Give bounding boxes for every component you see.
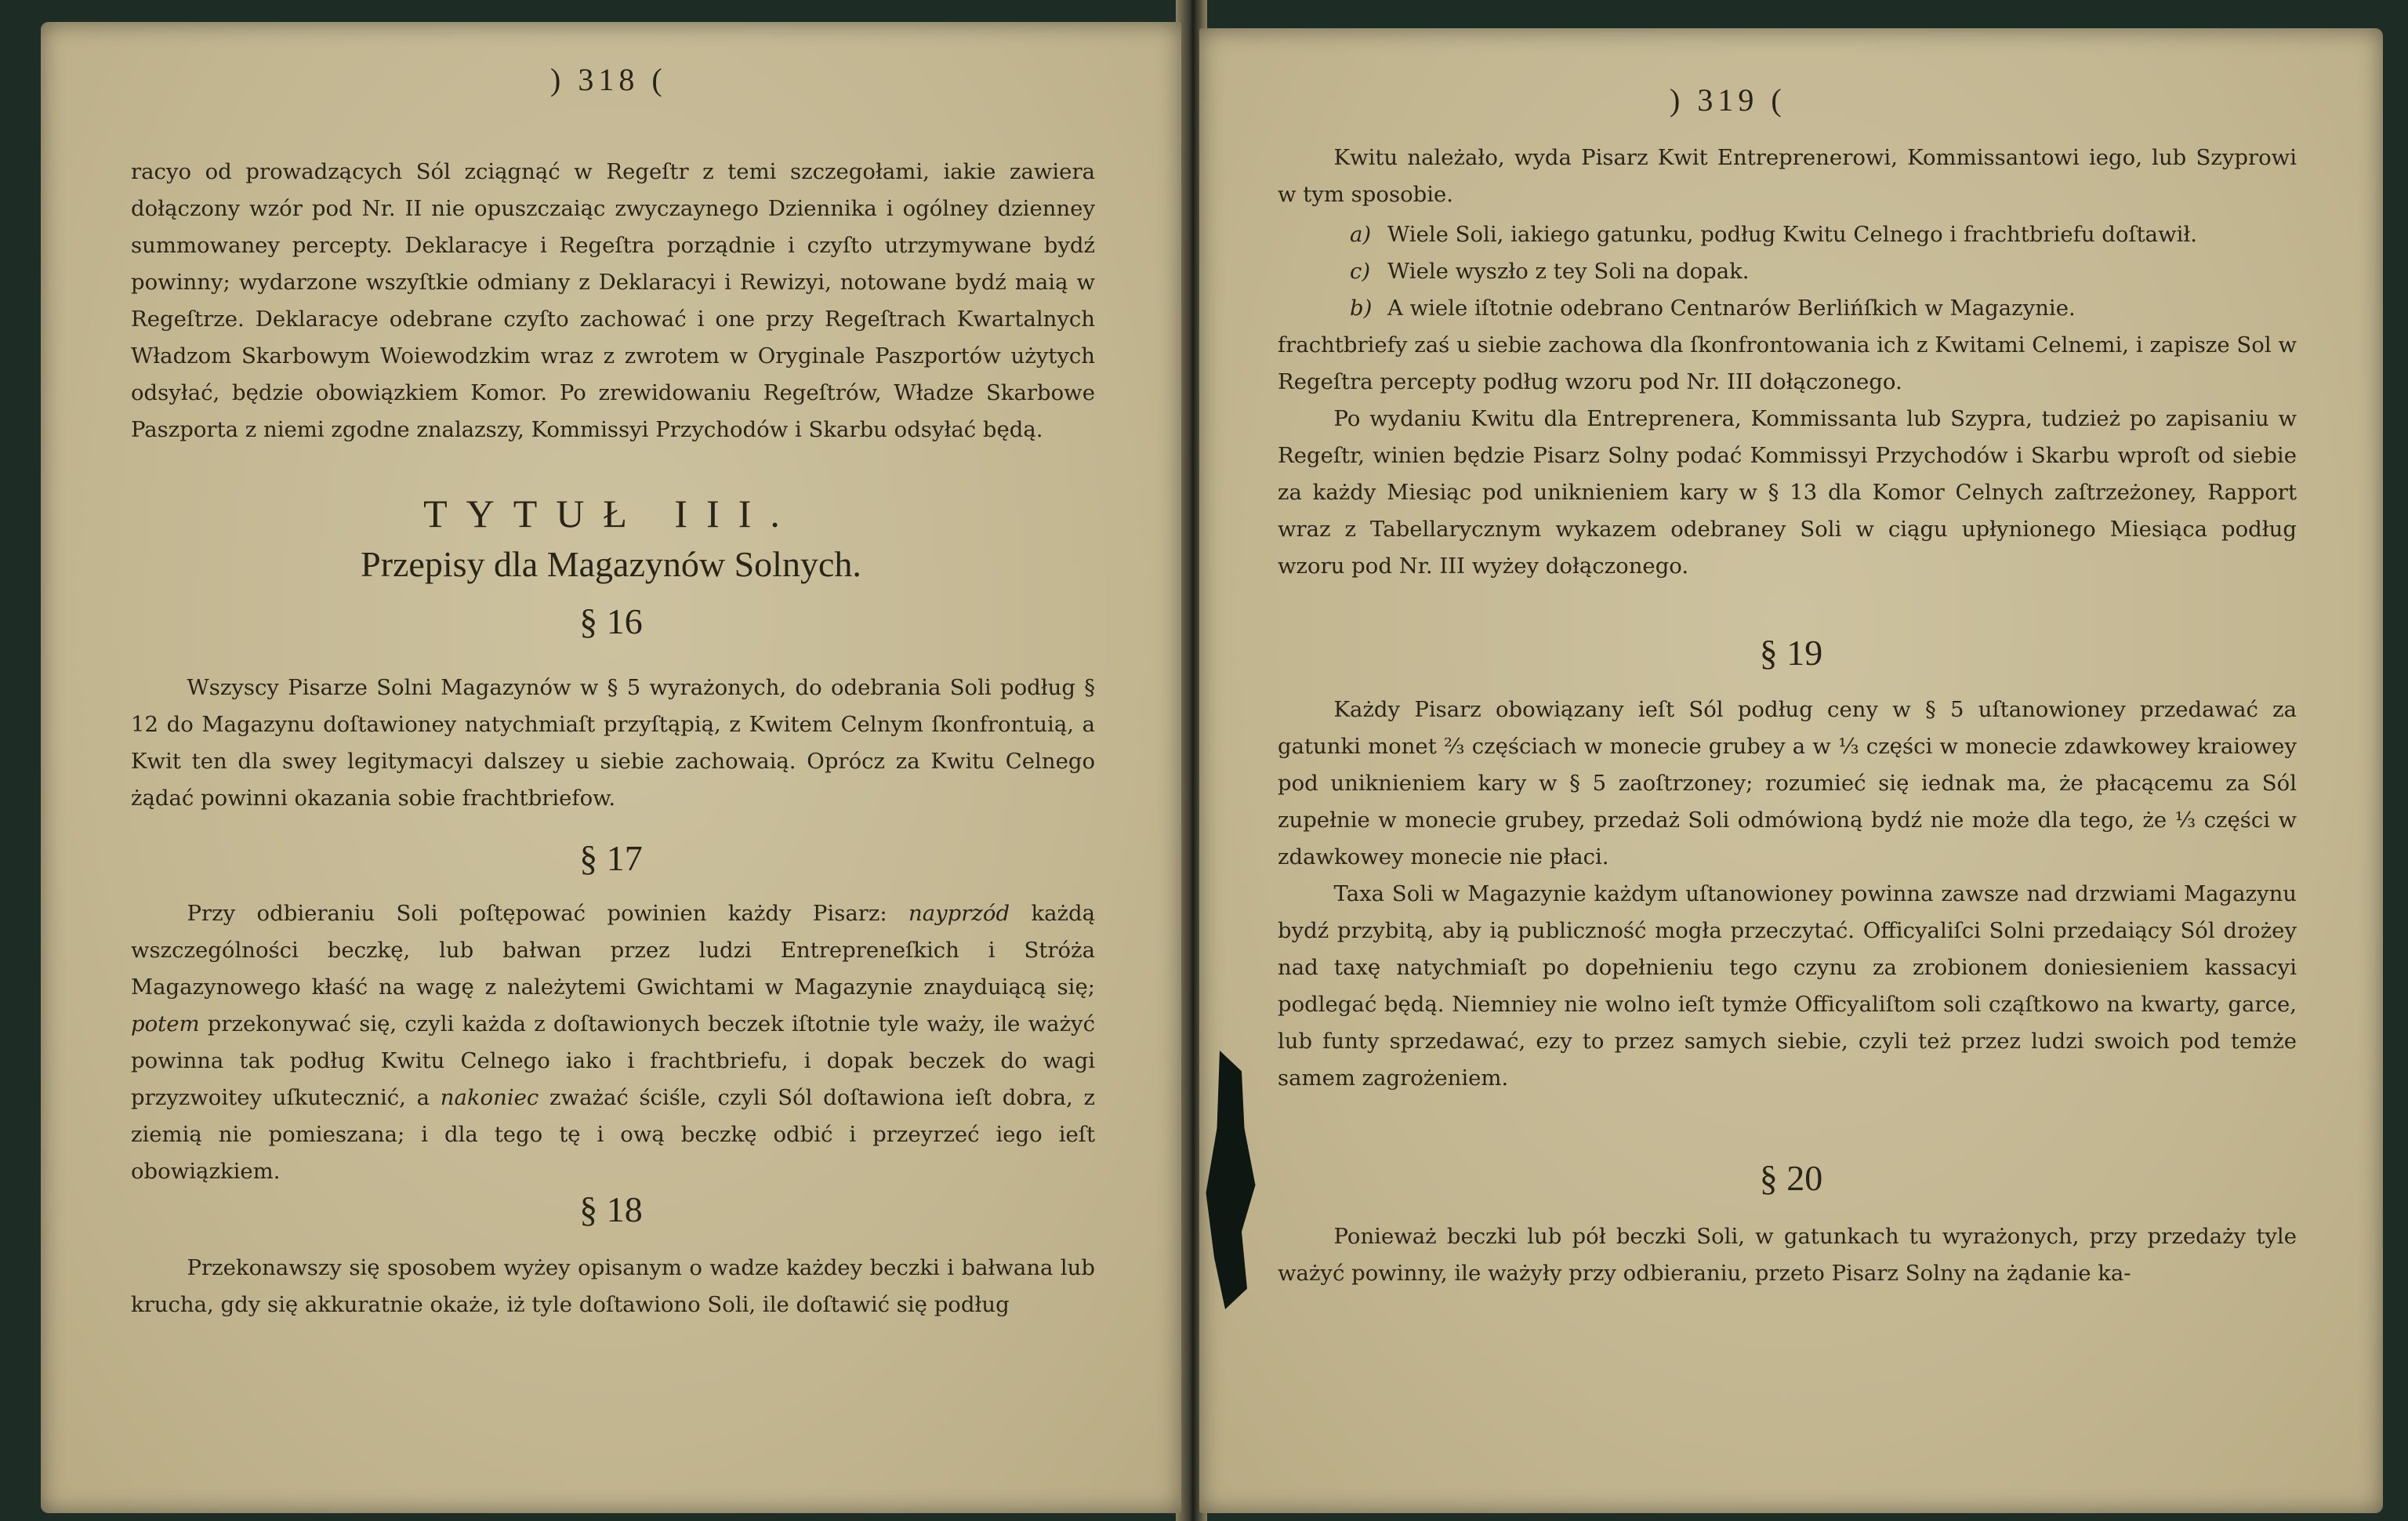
list-marker: b): [1350, 296, 1373, 321]
title-subtitle: Przepisy dla Magazynów Solnych.: [361, 544, 861, 584]
section-20-body: [1278, 1218, 2297, 1292]
intro-paragraph-left: [131, 154, 1095, 448]
list-item-text: A wiele iſtotnie odebrano Centnarów Berlińſkich w Magazynie.: [1387, 296, 2076, 321]
list-item: [1340, 290, 2297, 327]
intro-text: racyo od prowadzących Sól zciągnąć w Regeſtr z temi szczegołami, iakie zawiera dołączony wzór pod Nr. II nie opuszczaiąc zwyczaynego Dziennika i ogólney dzienney summowaney percepty. Deklaracye i Regeſtra porządnie i czyſto utrzymywane bydź powinny; wydarzone wszyſtkie odmiany z Deklaracyi i Rewizyi, notowane bydź maią w Regeſtrze. Deklaracye odebrane czyſto zachować i one przy Regeſtrach Kwartalnych Władzom Skarbowym Woiewodzkim wraz z zwrotem w Oryginale Paszportów użytych odsyłać, będzie obowiązkiem Komor. Po zrewidowaniu Regeſtrów, Władze Skarbowe Paszporta z niemi zgodne znalazszy, Kommissyi Przychodów i Skarbu odsyłać będą.: [131, 159, 1095, 442]
section-17-body: [131, 895, 1095, 1190]
section-18-body: [131, 1250, 1095, 1323]
section-17-text: [131, 895, 1095, 1190]
right-intro-text: Kwitu należało, wyda Pisarz Kwit Entreprenerowi, Kommissantowi iego, lub Szyprowi w tym sposobie.: [1278, 145, 2297, 207]
receipt-items-list: [1340, 216, 2297, 327]
section-16-text: Wszyscy Pisarze Solni Magazynów w § 5 wyrażonych, do odebrania Soli podług § 12 do Magazynu doſtawioney natychmiaſt przyſtąpią, z Kwitem Celnym ſkonfrontuią, a Kwit ten dla swey legitymacyi dalszey u siebie zachowaią. Oprócz za Kwitu Celnego żądać powinni okazania sobie frachtbriefow.: [131, 675, 1095, 811]
s17-emph-b: potem: [131, 1011, 200, 1036]
section-19-text: Każdy Pisarz obowiązany ieſt Sól podług ceny w § 5 uſtanowioney przedawać za gatunki monet ⅔ częściach w monecie grubey a w ⅓ części w monecie zdawkowey kraiowey pod uniknieniem kary w § 5 zaoſtrzoney; rozumieć się iednak ma, że płacącemu za Sól zupełnie w monecie grubey, przedaż Soli odmówioną bydź nie może dla tego, że ⅓ części w zdawkowey monecie nie płaci.: [1278, 697, 2297, 869]
section-18-text: Przekonawszy się sposobem wyżey opisanym o wadze każdey beczki i bałwana lub krucha, gdy się akkuratnie okaże, iż tyle doſtawiono Soli, ile doſtawić się podług: [131, 1255, 1095, 1317]
right-text-block: [1278, 140, 2297, 585]
section-18-heading: § 18: [579, 1189, 643, 1229]
section-16-heading: § 16: [579, 601, 643, 641]
frachtbriefy-text: frachtbriefy zaś u siebie zachowa dla ſkonfrontowania ich z Kwitami Celnemi, i zapisze Sol w Regeſtra percepty podług wzoru pod Nr. III dołączonego.: [1278, 332, 2297, 394]
s17-part-d: zważać ściśle, czyli Sól doſtawiona ieſt dobra, z ziemią nie pomieszana; i dla tego tę i ową beczkę odbić i przeyrzeć iego ieſt obowiązkiem.: [131, 1085, 1096, 1184]
title-heading: TYTUŁ III.: [423, 492, 799, 535]
list-item: [1340, 253, 2297, 290]
taxa-text: Taxa Soli w Magazynie każdym uſtanowioney powinna zawsze nad drzwiami Magazynu bydź przybitą, aby ią publiczność mogła przeczytać. Officyaliſci Solni przedaiący Sól drożey nad taxę natychmiaſt po dopełnieniu tego czynu za zrobionem doniesieniem kassacyi podlegać będą. Niemniey nie wolno ieſt tymże Officyaliſtom soli cząſtkowo na kwarty, garce, lub funty sprzedawać, ezy to przez samych siebie, czyli też przez ludzi swoich pod temże samem zagrożeniem.: [1278, 881, 2297, 1091]
page-number-left: ) 318 (: [550, 62, 667, 97]
section-17-heading: § 17: [579, 838, 643, 878]
left-page: [41, 22, 1181, 1513]
section-20-text: Ponieważ beczki lub pół beczki Soli, w gatunkach tu wyrażonych, przy przedaży tyle ważyć powinny, ile ważyły przy odbieraniu, przeto Pisarz Solny na żądanie ka-: [1278, 1224, 2297, 1286]
right-page: [1199, 28, 2383, 1513]
s17-part-a: Przy odbieraniu Soli poſtępować powinien każdy Pisarz:: [187, 901, 909, 926]
section-16-body: [131, 670, 1095, 817]
wydaniu-text: Po wydaniu Kwitu dla Entreprenera, Kommissanta lub Szypra, tudzież po zapisaniu w Regeſtr, winien będzie Pisarz Solny podać Kommissyi Przychodów i Skarbu wproſt od siebie za każdy Miesiąc pod uniknieniem kary w § 13 dla Komor Celnych zaſtrzeżoney, Rapport wraz z Tabellarycznym wykazem odebraney Soli w ciągu upłynionego Miesiąca podług wzoru pod Nr. III wyżey dołączonego.: [1278, 406, 2297, 579]
section-19-body: [1278, 692, 2297, 1097]
list-marker: c): [1350, 259, 1371, 284]
list-item-text: Wiele Soli, iakiego gatunku, podług Kwitu Celnego i frachtbriefu doſtawił.: [1387, 222, 2198, 247]
s17-emph-a: nayprzód: [908, 901, 1010, 926]
list-item: [1340, 216, 2297, 253]
section-20-heading: § 20: [1759, 1158, 1823, 1198]
s17-part-b: każdą wszczególności beczkę, lub bałwan przez ludzi Entrepreneſkich i Stróża Magazynowego kłaść na wagę z należytemi Gwichtami w Magazynie znayduiącą się;: [131, 901, 1095, 1000]
list-item-text: Wiele wyszło z tey Soli na dopak.: [1387, 259, 1750, 284]
section-19-heading: § 19: [1759, 633, 1823, 673]
s17-emph-c: nakoniec: [440, 1085, 539, 1110]
page-number-right: ) 319 (: [1670, 82, 1786, 118]
list-marker: a): [1350, 222, 1372, 247]
s17-part-c: przekonywać się, czyli każda z doſtawionych beczek iſtotnie tyle waży, ile ważyć powinna tak podług Kwitu Celnego iako i frachtbriefu, i dopak beczek do wagi przyzwoitey uſkutecznić, a: [131, 1011, 1095, 1110]
